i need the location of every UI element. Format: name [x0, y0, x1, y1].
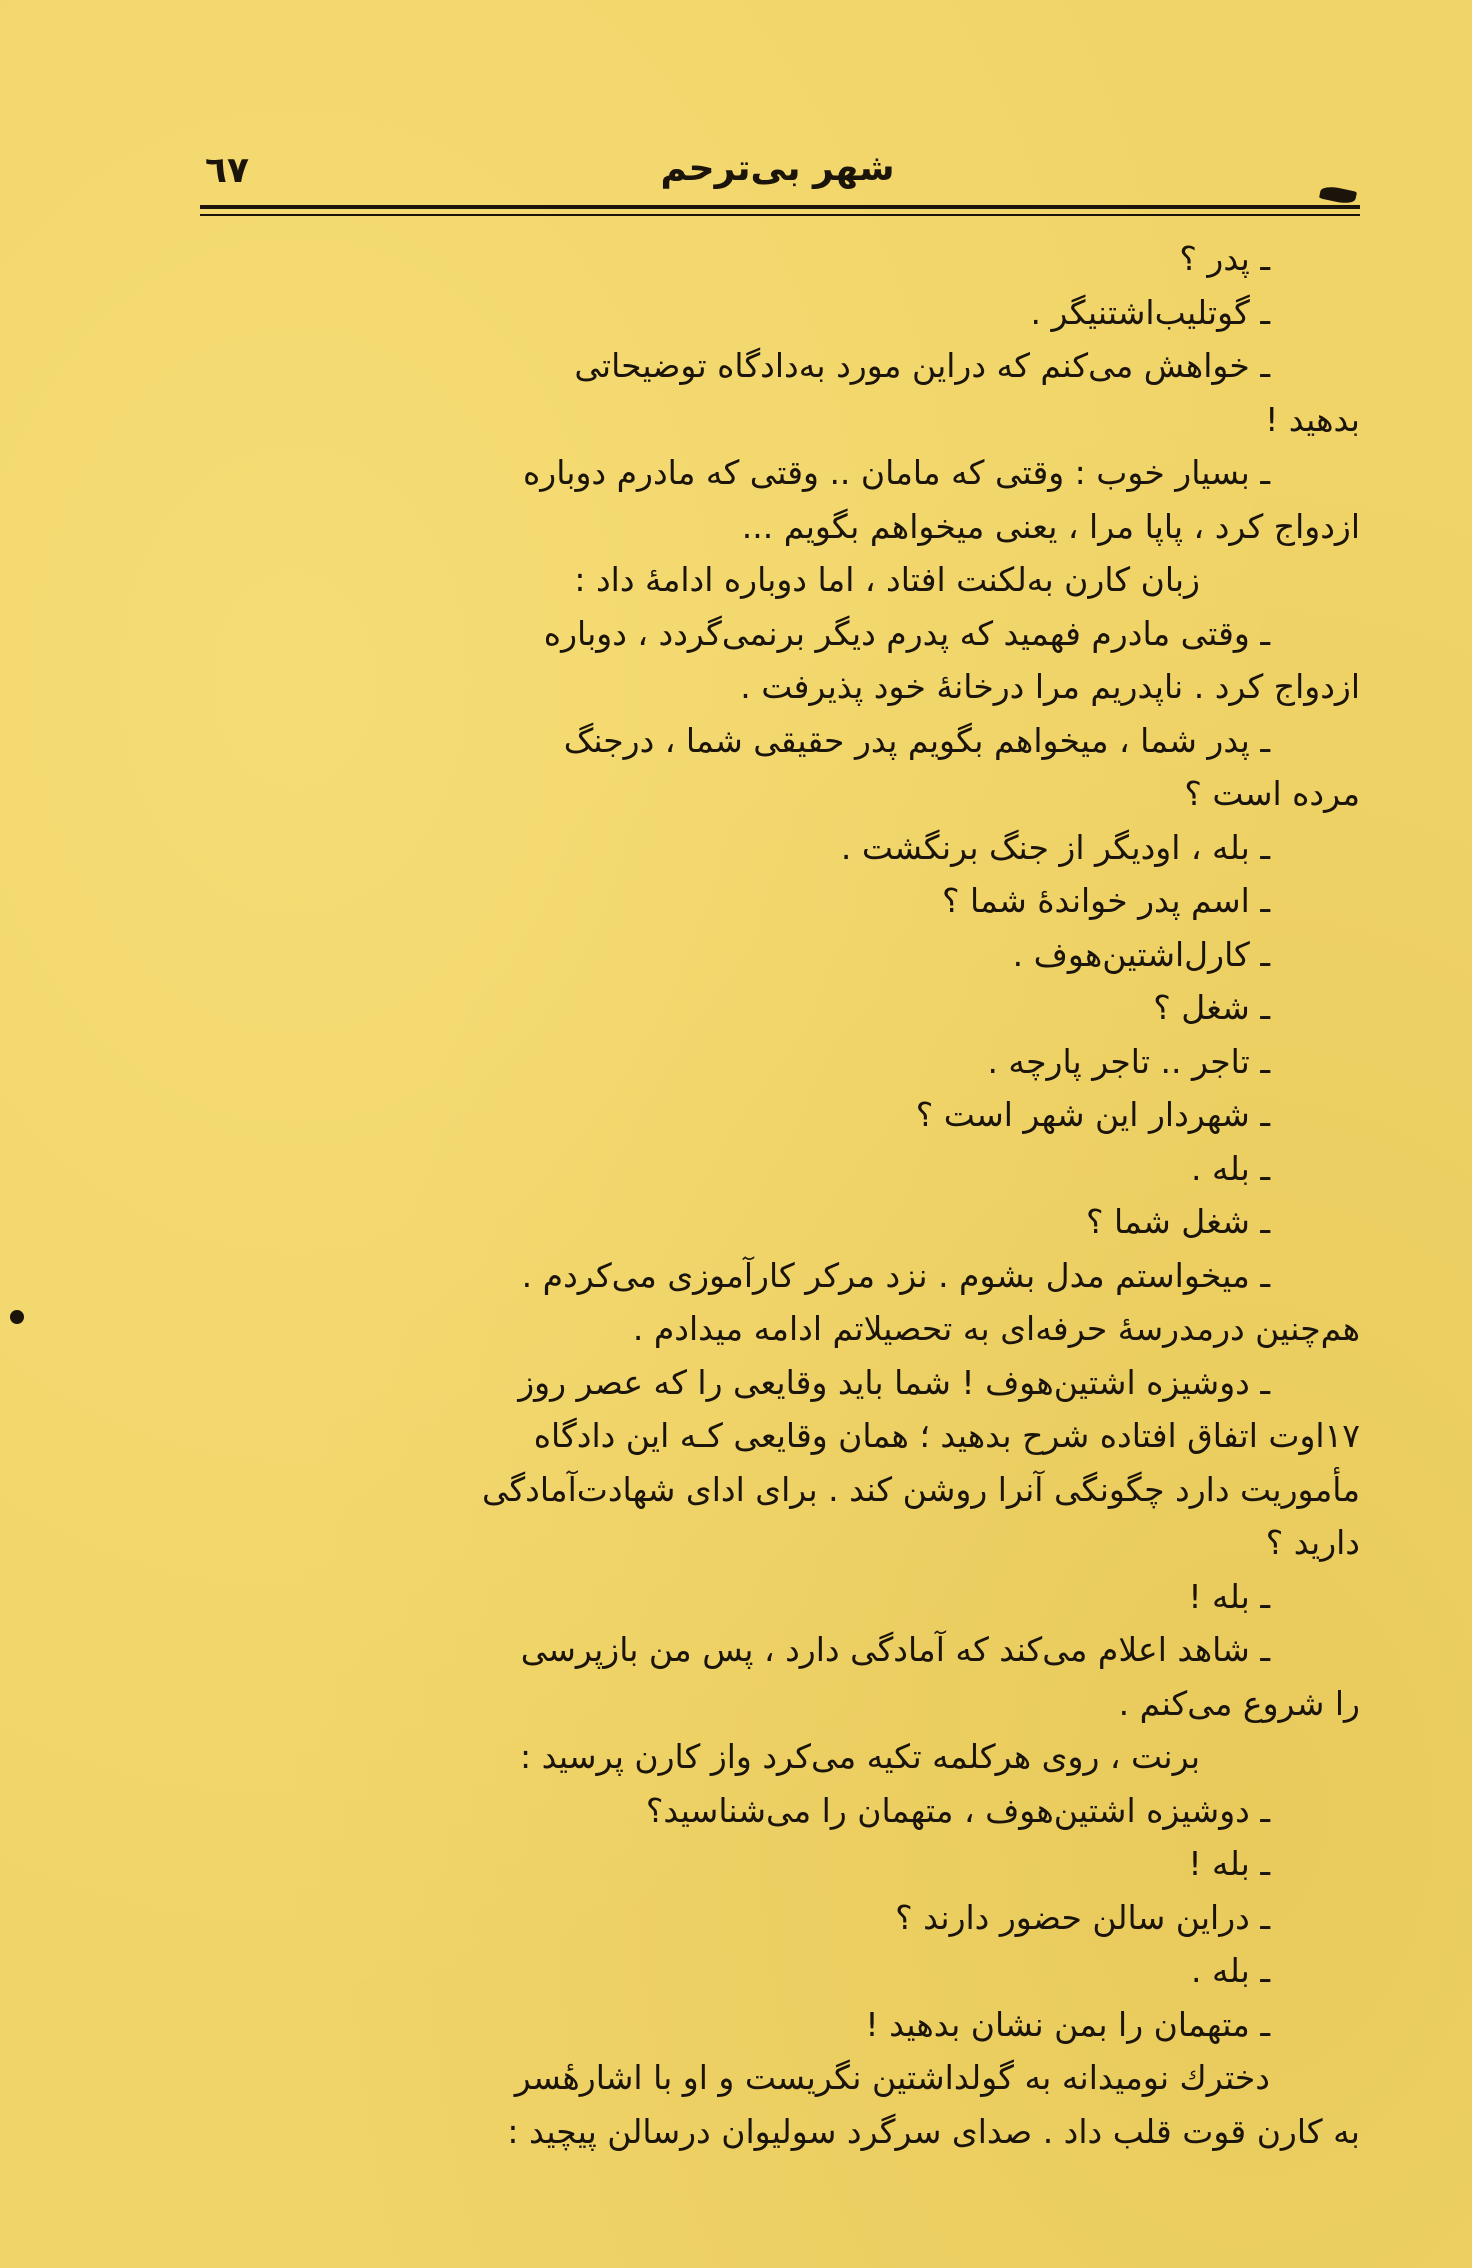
text-line: ـ وقتی مادرم فهمید که پدرم دیگر برنمی‌گردد ، دوباره	[543, 613, 1270, 653]
text-line: برنت ، روی هرکلمه تکیه می‌کرد واز کارن پرسید :	[519, 1737, 1200, 1776]
text-line: ـ گوتلیب‌اشتنیگر .	[1030, 292, 1270, 332]
text-line: دخترك نومیدانه به گولداشتین نگریست و او با اشارهٔسر	[514, 2058, 1270, 2097]
text-line: مرده است ؟	[1184, 774, 1360, 813]
page-number: ٦٧	[205, 150, 249, 191]
text-line: ـ دوشیزه اشتین‌هوف ، متهمان را می‌شناسید؟	[645, 1790, 1270, 1830]
text-line: ـ شهردار این شهر است ؟	[915, 1095, 1270, 1134]
text-line: ـ بله ، اودیگر از جنگ برنگشت .	[840, 827, 1270, 867]
page-header	[195, 140, 1360, 210]
text-line: ـ خواهش می‌کنم که دراین مورد به‌دادگاه توضیحاتی	[574, 346, 1270, 385]
text-line: ـ شغل ؟	[1153, 988, 1270, 1027]
text-line: مأموریت دارد چگونگی آنرا روشن کند . برای ادای شهادت‌آمادگی	[481, 1469, 1360, 1509]
ink-spot	[10, 1310, 24, 1324]
text-line: ـ پدر شما ، میخواهم بگویم پدر حقیقی شما ، درجنگ	[563, 720, 1270, 760]
text-line: ـ شغل شما ؟	[1086, 1202, 1270, 1241]
text-line: ـ بله !	[1188, 1844, 1270, 1883]
text-line: هم‌چنین درمدرسهٔ حرفه‌ای به تحصیلاتم ادامه میدادم .	[632, 1309, 1360, 1348]
text-line: ـ دراین سالن حضور دارند ؟	[895, 1897, 1270, 1937]
text-line: ازدواج کرد . ناپدریم مرا درخانهٔ خود پذیرفت .	[740, 667, 1360, 706]
text-line: ـ دوشیزه اشتین‌هوف ! شما باید وقایعی را که عصر روز	[518, 1362, 1270, 1402]
header-rule-thin	[200, 214, 1360, 216]
text-line: ـ پدر ؟	[1179, 239, 1270, 278]
text-line: ـ بله !	[1188, 1576, 1270, 1616]
body-text	[195, 232, 1360, 2158]
text-line: ـ متهمان را بمن نشان بدهید !	[865, 2004, 1270, 2044]
text-line: ـ تاجر .. تاجر پارچه .	[987, 1041, 1270, 1081]
text-line: دارید ؟	[1265, 1523, 1360, 1562]
text-line: زبان کارن به‌لکنت افتاد ، اما دوباره ادامهٔ داد :	[574, 560, 1200, 599]
text-line: ۱۷اوت اتفاق افتاده شرح بدهید ؛ همان وقایعی کـه این دادگاه	[533, 1416, 1360, 1455]
text-line: ـ بله .	[1191, 1148, 1270, 1188]
text-line: ـ بسیار خوب : وقتی که مامان .. وقتی که مادرم دوباره	[523, 453, 1270, 492]
text-line: ـ شاهد اعلام می‌کند که آمادگی دارد ، پس من بازپرسی	[520, 1630, 1270, 1669]
text-line: ـ کارل‌اشتین‌هوف .	[1012, 934, 1270, 974]
text-line: ـ اسم پدر خواندهٔ شما ؟	[941, 881, 1270, 920]
text-line: ازدواج کرد ، پاپا مرا ، یعنی میخواهم بگویم ...	[741, 506, 1360, 546]
text-line: بدهید !	[1265, 399, 1360, 439]
text-line: را شروع می‌کنم .	[1118, 1683, 1360, 1723]
text-line: ـ بله .	[1191, 1951, 1270, 1990]
running-title: شهر بی‌ترحم	[660, 148, 895, 189]
header-rule-thick	[200, 205, 1360, 209]
text-line: به کارن قوت قلب داد . صدای سرگرد سولیوان درسالن پیچید :	[507, 2111, 1360, 2151]
text-line: ـ میخواستم مدل بشوم . نزد مرکر کارآموزی می‌کردم .	[521, 1255, 1270, 1295]
